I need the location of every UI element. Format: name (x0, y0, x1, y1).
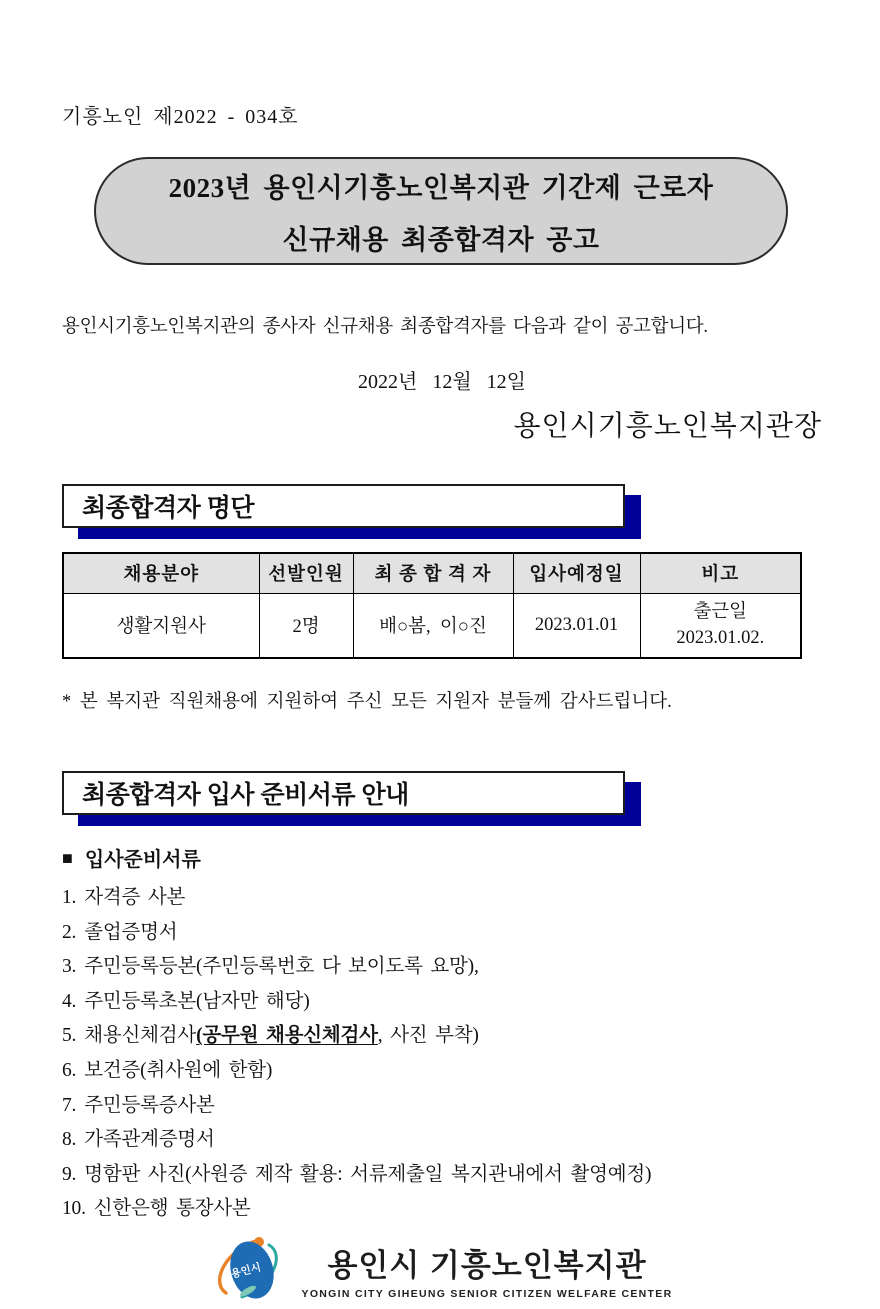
header-final-passers: 최 종 합 격 자 (353, 553, 513, 593)
item-number: 3. (62, 956, 77, 978)
final-pass-table (62, 552, 802, 659)
cell-recruit-field: 생활지원사 (63, 593, 259, 658)
remarks-line2: 2023.01.02. (676, 628, 765, 649)
cell-remarks (640, 593, 801, 658)
cell-start-date: 2023.01.01 (513, 593, 640, 658)
org-name-english: YONGIN CITY GIHEUNG SENIOR CITIZEN WELFARE CENTER (301, 1287, 673, 1300)
header-start-date: 입사예정일 (513, 553, 640, 593)
item-number: 10. (62, 1198, 86, 1220)
list-item (62, 1123, 822, 1158)
item-text: 주민등록초본(남자만 해당) (84, 990, 310, 1012)
footer-logo (62, 1231, 822, 1309)
section1-title: 최종합격자 명단 (82, 494, 254, 522)
item-text: 보건증(취사원에 한함) (84, 1059, 273, 1081)
item-text: 가족관계증명서 (84, 1129, 215, 1151)
remarks-line1: 출근일 (693, 602, 748, 623)
list-item (62, 1019, 822, 1054)
cell-final-passers: 배○봄, 이○진 (353, 593, 513, 658)
emblem-label-text: 용인시 (229, 1261, 262, 1281)
list-item (62, 881, 822, 916)
item-number: 2. (62, 921, 77, 943)
document-number: 기흥노인 제2022 - 034호 (62, 106, 299, 128)
announcement-title-box (94, 157, 788, 265)
intro-paragraph: 용인시기흥노인복지관의 종사자 신규채용 최종합격자를 다음과 같이 공고합니다. (62, 317, 708, 337)
item-number: 9. (62, 1163, 77, 1185)
announcement-title-line2: 신규채용 최종합격자 공고 (282, 224, 600, 255)
section2-title: 최종합격자 입사 준비서류 안내 (82, 781, 409, 809)
item-number: 6. (62, 1059, 77, 1081)
list-item (62, 1158, 822, 1193)
table-row (63, 593, 801, 658)
announcement-date: 2022년 12월 12일 (358, 371, 526, 393)
table-header-row (63, 553, 801, 593)
list-item (62, 1054, 822, 1089)
header-headcount: 선발인원 (259, 553, 353, 593)
list-item (62, 1089, 822, 1124)
item-text: 신한은행 통장사본 (93, 1198, 251, 1220)
list-item (62, 916, 822, 951)
item-text: 주민등록증사본 (84, 1094, 215, 1116)
item-text-emphasis: (공무원 채용신체검사 (196, 1025, 378, 1047)
item-text: 자격증 사본 (84, 887, 186, 908)
signer-title: 용인시기흥노인복지관장 (513, 411, 822, 442)
section-header-final-pass-list (62, 484, 625, 528)
list-item (62, 950, 822, 985)
section-header-required-documents (62, 771, 625, 815)
list-item (62, 1192, 822, 1227)
square-bullet-icon: ■ (62, 847, 73, 868)
cell-headcount: 2명 (259, 593, 353, 658)
item-number: 5. (62, 1025, 77, 1047)
header-remarks: 비고 (640, 553, 801, 593)
documents-heading (62, 843, 822, 872)
org-name-korean: 용인시 기흥노인복지관 (327, 1247, 647, 1283)
item-text-suffix: , 사진 부착) (377, 1025, 479, 1047)
item-number: 8. (62, 1129, 77, 1151)
thanks-note: * 본 복지관 직원채용에 지원하여 주신 모든 지원자 분들께 감사드립니다. (62, 692, 672, 712)
list-item (62, 985, 822, 1020)
item-text: 명함판 사진(사원증 제작 활용: 서류제출일 복지관내에서 촬영예정) (84, 1163, 652, 1185)
header-recruit-field: 채용분야 (63, 553, 259, 593)
item-number: 7. (62, 1094, 77, 1116)
documents-heading-label: 입사준비서류 (84, 849, 201, 871)
announcement-title-line1: 2023년 용인시기흥노인복지관 기간제 근로자 (168, 172, 714, 203)
logo-text-stack (302, 1240, 673, 1300)
item-number: 1. (62, 887, 77, 908)
item-text-prefix: 채용신체검사 (84, 1025, 197, 1047)
item-number: 4. (62, 990, 77, 1012)
item-text: 주민등록등본(주민등록번호 다 보이도록 요망), (84, 956, 479, 978)
item-text: 졸업증명서 (84, 921, 178, 943)
required-documents-list (62, 881, 822, 1227)
yongin-city-logo-icon (212, 1231, 294, 1309)
